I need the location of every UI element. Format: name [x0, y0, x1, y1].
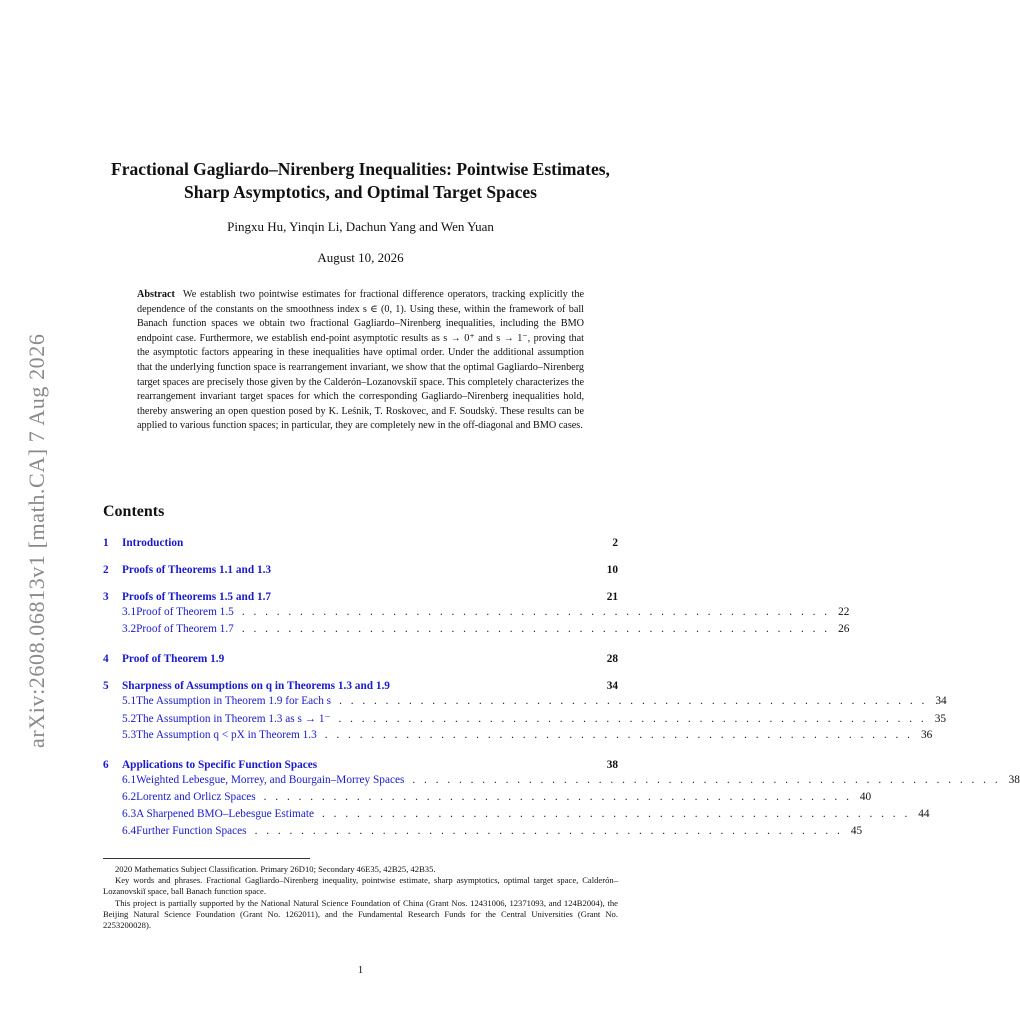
- toc-section-link[interactable]: [103, 564, 618, 578]
- toc-leader-dots: . . . . . . . . . . . . . . . . . . . . . . . . . . . . . . . . . . . . . . . . . . . . . . . . . . .: [322, 808, 911, 820]
- toc-leader-dots: . . . . . . . . . . . . . . . . . . . . . . . . . . . . . . . . . . . . . . . . . . . . . . . . . . .: [254, 825, 843, 837]
- toc-section: [103, 537, 618, 551]
- toc-subsection-link[interactable]: [103, 712, 947, 729]
- toc-section-title: Proof of Theorem 1.9: [122, 653, 225, 665]
- toc-section-link[interactable]: [103, 680, 618, 694]
- toc-subsection-page: 35: [934, 713, 947, 725]
- toc-section-page: 21: [606, 591, 618, 603]
- toc-section-number: 6: [103, 759, 109, 771]
- authors: Pingxu Hu, Yinqin Li, Dachun Yang and Wen Yuan: [227, 219, 494, 234]
- toc-leader-dots: . . . . . . . . . . . . . . . . . . . . . . . . . . . . . . . . . . . . . . . . . . . . . . . . . . .: [263, 791, 852, 803]
- toc-subsection-link[interactable]: [103, 729, 933, 746]
- contents-heading: Contents: [103, 503, 165, 520]
- toc-section-link[interactable]: [103, 759, 618, 773]
- toc-subsection-page: 44: [918, 808, 930, 820]
- toc-subsection-number: 6.2: [122, 791, 137, 803]
- toc-subsection-number: 6.3: [122, 808, 137, 820]
- toc-subsection-number: 5.1: [122, 695, 137, 707]
- footnote-msc: 2020 Mathematics Subject Classification. Primary 26D10; Secondary 46E35, 42B25, 42B35.: [115, 864, 436, 874]
- toc-leader-dots: . . . . . . . . . . . . . . . . . . . . . . . . . . . . . . . . . . . . . . . . . . . . . . . . . . .: [324, 729, 913, 741]
- toc-subsection-number: 3.1: [122, 606, 137, 618]
- date: August 10, 2026: [317, 250, 404, 265]
- toc-subsection-page: 34: [935, 695, 947, 707]
- toc-section: [103, 653, 618, 667]
- toc-leader-dots: . . . . . . . . . . . . . . . . . . . . . . . . . . . . . . . . . . . . . . . . . . . . . . . . . . .: [241, 606, 831, 618]
- toc-section-number: 5: [103, 680, 109, 692]
- toc-subsection-title: Proof of Theorem 1.5: [136, 606, 234, 618]
- toc-subsection-title: Further Function Spaces: [136, 825, 247, 837]
- toc-subsection-page: 45: [850, 825, 863, 837]
- toc-subsection-number: 5.3: [122, 729, 137, 741]
- title-line-2: Sharp Asymptotics, and Optimal Target Spaces: [184, 182, 537, 202]
- toc-section-link[interactable]: [103, 653, 618, 667]
- footnote-funding: This project is partially supported by the National Natural Science Foundation of China (Grant Nos. 12431006, 12371093, and 124B2004), the Beijing Natural Science Foundation (Grant No. 1262011), and the Fundamental Research Funds for the Central Universities (Grant No. 2253200028).: [103, 897, 618, 931]
- page-number: 1: [357, 964, 364, 976]
- toc-subsection-link[interactable]: [103, 808, 930, 825]
- toc-section-title: Proofs of Theorems 1.1 and 1.3: [122, 564, 272, 576]
- toc-leader-dots: . . . . . . . . . . . . . . . . . . . . . . . . . . . . . . . . . . . . . . . . . . . . . . . . . . .: [339, 695, 928, 707]
- toc-subsection-link[interactable]: [103, 606, 850, 623]
- toc-section-number: 4: [103, 653, 109, 665]
- toc-section-page: 10: [606, 564, 618, 576]
- abstract-label: Abstract: [137, 289, 175, 300]
- toc-section-link[interactable]: [103, 537, 618, 551]
- toc-subsection-link[interactable]: [103, 791, 872, 808]
- toc-section-page: 34: [606, 680, 618, 692]
- toc-subsection-number: 3.2: [122, 623, 137, 635]
- abstract-text: We establish two pointwise estimates for fractional difference operators, tracking explicitly the dependence of the constants on the smoothness index s ∈ (0, 1). Using these, within the framework of ball Banach function spaces we obtain two fractional Gagliardo–Nirenberg inequalities, including the BMO endpoint case. Furthermore, we establish end-point asymptotic results as s → 0⁺ and s → 1⁻, proving that the asymptotic factors appearing in these inequalities have optimal order. Under the additional assumption that the underlying function space is rearrangement invariant, we show that the optimal Gagliardo–Nirenberg target spaces are precisely those given by the Calderón–Lozanovskiĭ space. This completely characterizes the rearrangement invariant target spaces for which the corresponding Gagliardo–Nirenberg inequalities hold, thereby answering an open question posed by K. Leśnik, T. Roskovec, and F. Soudský. These results can be applied to various function spaces; in particular, they are completely new in the off-diagonal and BMO cases.: [137, 289, 584, 432]
- toc-subsection-title: The Assumption in Theorem 1.9 for Each s: [136, 695, 332, 707]
- toc-subsection-page: 40: [859, 791, 872, 803]
- toc-section-number: 3: [103, 591, 109, 603]
- toc-section-page: 28: [606, 653, 618, 665]
- toc-subsection-page: 26: [838, 623, 850, 635]
- toc-section-number: 1: [103, 537, 109, 549]
- toc-section-title: Applications to Specific Function Spaces: [122, 759, 318, 771]
- abstract: [137, 288, 584, 434]
- toc-section-title: Sharpness of Assumptions on q in Theorems 1.3 and 1.9: [122, 680, 390, 692]
- toc-subsection-page: 22: [838, 606, 850, 618]
- toc-section-link[interactable]: [103, 591, 618, 605]
- toc-subsection-link[interactable]: [103, 695, 947, 712]
- toc-subsection-number: 6.4: [122, 825, 137, 837]
- arxiv-identifier: arXiv:2608.06813v1 [math.CA] 7 Aug 2026: [24, 333, 49, 748]
- paper-title: [0, 158, 721, 204]
- toc-subsection-page: 36: [921, 729, 933, 741]
- toc-subsection-title: A Sharpened BMO–Lebesgue Estimate: [136, 808, 315, 820]
- toc-subsection-link[interactable]: [103, 825, 863, 842]
- toc-section-title: Introduction: [122, 537, 184, 549]
- toc-section-title: Proofs of Theorems 1.5 and 1.7: [122, 591, 272, 603]
- footnotes: [103, 864, 618, 931]
- toc-section-page: 2: [612, 537, 618, 549]
- footnote-keywords: Key words and phrases. Fractional Gagliardo–Nirenberg inequality, pointwise estimate, sharp asymptotics, optimal target space, Calderón–Lozanovskiĭ space, ball Banach function space.: [103, 875, 618, 897]
- toc-subsection-number: 5.2: [122, 713, 137, 725]
- title-line-1: Fractional Gagliardo–Nirenberg Inequalities: Pointwise Estimates,: [111, 159, 610, 179]
- toc-subsection-title: The Assumption q < pX in Theorem 1.3: [136, 729, 317, 741]
- table-of-contents: [103, 537, 1020, 855]
- toc-leader-dots: . . . . . . . . . . . . . . . . . . . . . . . . . . . . . . . . . . . . . . . . . . . . . . . . . . .: [338, 713, 927, 725]
- toc-section: [103, 680, 947, 746]
- toc-leader-dots: . . . . . . . . . . . . . . . . . . . . . . . . . . . . . . . . . . . . . . . . . . . . . . . . . . .: [412, 774, 1001, 786]
- toc-subsection-title: The Assumption in Theorem 1.3 as s → 1⁻: [136, 713, 331, 725]
- toc-section-page: 38: [606, 759, 618, 771]
- toc-subsection-title: Proof of Theorem 1.7: [136, 623, 234, 635]
- toc-section: [103, 759, 1020, 842]
- toc-section: [103, 591, 850, 640]
- toc-subsection-link[interactable]: [103, 623, 850, 640]
- toc-section-number: 2: [103, 564, 109, 576]
- toc-leader-dots: . . . . . . . . . . . . . . . . . . . . . . . . . . . . . . . . . . . . . . . . . . . . . . . . . . .: [241, 623, 831, 635]
- toc-subsection-page: 38: [1008, 774, 1020, 786]
- toc-section: [103, 564, 618, 578]
- toc-subsection-link[interactable]: [103, 774, 1020, 791]
- toc-subsection-number: 6.1: [122, 774, 137, 786]
- footnote-rule: [103, 858, 310, 859]
- toc-subsection-title: Weighted Lebesgue, Morrey, and Bourgain–Morrey Spaces: [136, 774, 405, 786]
- toc-subsection-title: Lorentz and Orlicz Spaces: [136, 791, 256, 803]
